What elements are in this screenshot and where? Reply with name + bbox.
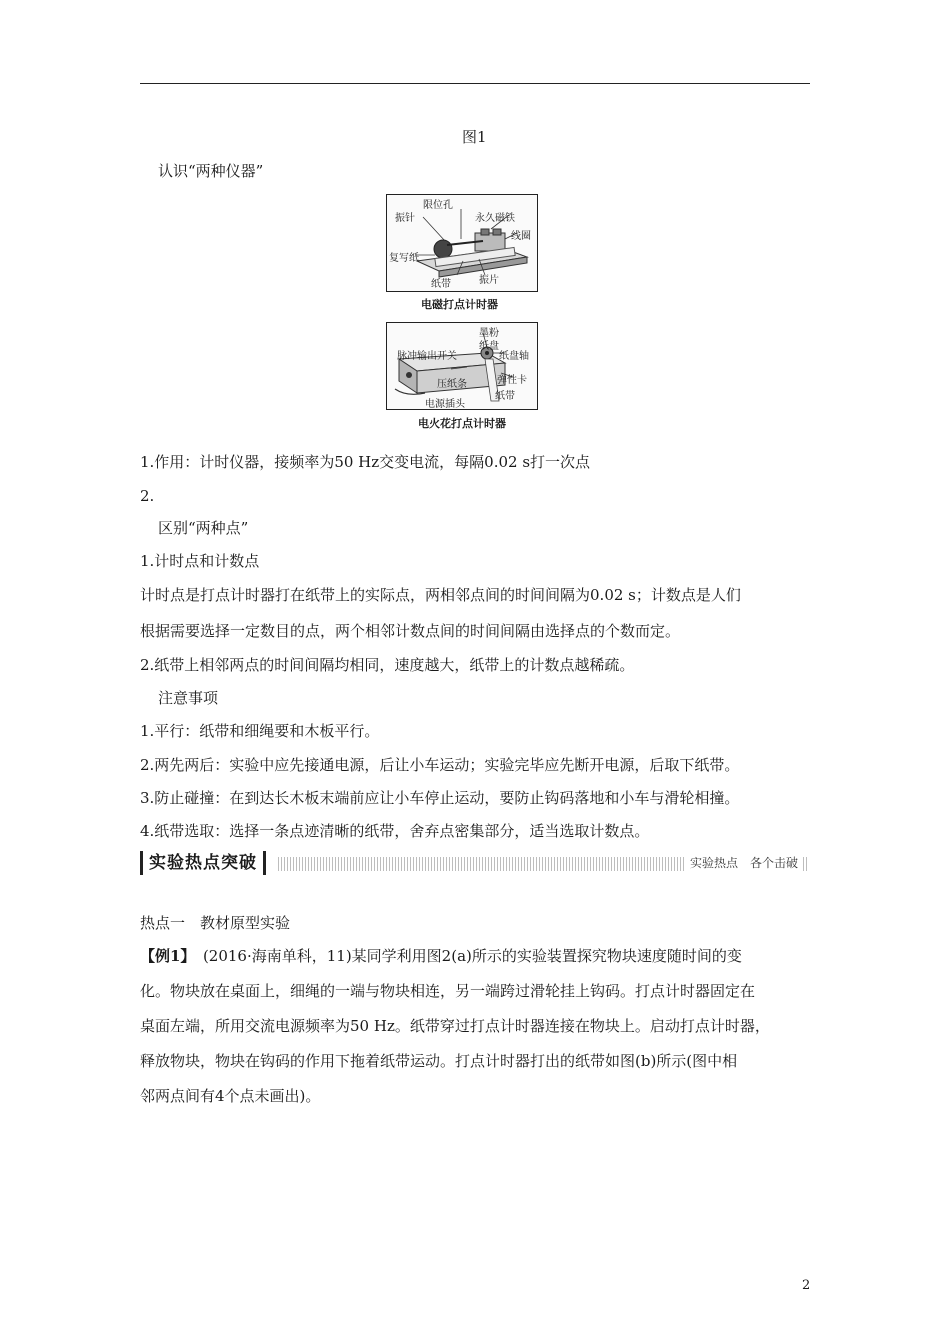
example-line-3: 桌面左端，所用交流电源频率为50 Hz。纸带穿过打点计时器连接在物块上。启动打点计时器， — [140, 1017, 770, 1035]
note-2: 2.两先两后：实验中应先接通电源，后让小车运动；实验完毕应先断开电源，后取下纸带。 — [140, 756, 740, 774]
label-zhipanzhou: 纸盘轴 — [499, 351, 529, 362]
label-dianyuan: 电源插头 — [425, 399, 465, 410]
section-instruments-heading: 认识“两种仪器” — [158, 162, 264, 180]
label-tanxingka: 弹性卡 — [497, 375, 527, 386]
note-3: 3.防止碰撞：在到达长木板末端前应让小车停止运动，要防止钩码落地和小车与滑轮相撞。 — [140, 789, 740, 807]
note-1: 1.平行：纸带和细绳要和木板平行。 — [140, 722, 380, 740]
label-zhenpian: 振片 — [479, 275, 499, 286]
item-2: 2. — [140, 487, 155, 505]
label-fuxiezhi: 复写纸 — [389, 253, 419, 264]
figure-caption: 图1 — [462, 128, 487, 146]
hotspot-title: 热点一 教材原型实验 — [140, 914, 291, 932]
section-points-heading: 区别“两种点” — [158, 519, 249, 537]
banner-subtitle: 实验热点 各个击破 — [686, 855, 802, 871]
label-zhenzhen: 振针 — [395, 213, 415, 224]
label-xianquan: 线圈 — [511, 231, 531, 242]
example-line-5: 邻两点间有4个点未画出)。 — [140, 1087, 321, 1105]
example-line-4: 释放物块，物块在钩码的作用下拖着纸带运动。打点计时器打出的纸带如图(b)所示(图中相 — [140, 1052, 738, 1070]
points-text-1b: 根据需要选择一定数目的点，两个相邻计数点间的时间间隔由选择点的个数而定。 — [140, 622, 681, 640]
example-line-1-text: (2016·海南单科，11)某同学利用图2(a)所示的实验装置探究物块速度随时间的变 — [187, 947, 742, 965]
diagram2-caption: 电火花打点计时器 — [418, 417, 506, 430]
note-4: 4.纸带选取：选择一条点迹清晰的纸带，舍弃点密集部分，适当选取计数点。 — [140, 822, 650, 840]
points-item-1: 1.计时点和计数点 — [140, 552, 260, 570]
diagram-electromagnetic-timer — [386, 194, 538, 292]
label-maichong: 脉冲输出开关 — [397, 351, 457, 362]
example-line-1 — [140, 946, 742, 966]
section-banner — [140, 851, 808, 875]
points-text-1a: 计时点是打点计时器打在纸带上的实际点，两相邻点间的时间间隔为0.02 s；计数点是人们 — [140, 586, 741, 604]
points-item-2: 2.纸带上相邻两点的时间间隔均相同，速度越大，纸带上的计数点越稀疏。 — [140, 656, 635, 674]
header-rule — [140, 83, 810, 84]
example-label: 【例1】 — [140, 947, 188, 965]
usage-line: 1.作用：计时仪器，接频率为50 Hz交变电流，每隔0.02 s打一次点 — [140, 453, 591, 471]
label-zhipan: 纸盘 — [479, 341, 499, 352]
label-yazhitiao: 压纸条 — [437, 379, 467, 390]
diagram1-caption: 电磁打点计时器 — [421, 298, 498, 311]
section-notes-heading: 注意事项 — [158, 689, 219, 707]
label-zhidai: 纸带 — [431, 279, 451, 290]
label-mofen: 墨粉 — [479, 328, 499, 339]
page-number: 2 — [802, 1278, 811, 1293]
label-xianweikong: 限位孔 — [423, 200, 453, 211]
label-zhidai-2: 纸带 — [495, 391, 515, 402]
banner-title: 实验热点突破 — [140, 851, 266, 875]
example-line-2: 化。物块放在桌面上，细绳的一端与物块相连，另一端跨过滑轮挂上钩码。打点计时器固定在 — [140, 982, 756, 1000]
diagram-spark-timer — [386, 322, 538, 410]
label-yongjiu: 永久磁铁 — [475, 213, 515, 224]
